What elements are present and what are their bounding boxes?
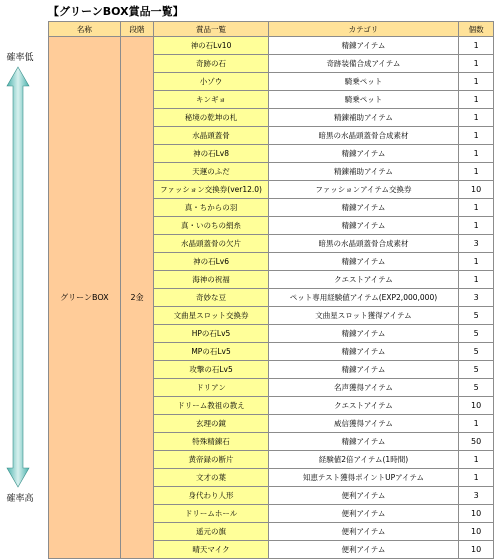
category-cell: クエストアイテム (268, 397, 459, 415)
category-cell: 暗黒の水晶頭蓋骨合成素材 (268, 127, 459, 145)
qty-cell: 1 (459, 127, 494, 145)
category-cell: 知恵テスト獲得ポイントUPアイテム (268, 469, 459, 487)
qty-cell: 1 (459, 451, 494, 469)
qty-cell: 1 (459, 217, 494, 235)
category-cell: 便利アイテム (268, 541, 459, 559)
item-cell: 秘境の乾坤の札 (154, 109, 268, 127)
item-cell: 真・いのちの絹糸 (154, 217, 268, 235)
item-cell: 天運のふだ (154, 163, 268, 181)
qty-cell: 1 (459, 469, 494, 487)
item-cell: ドリアン (154, 379, 268, 397)
qty-cell: 1 (459, 199, 494, 217)
category-cell: 精錬アイテム (268, 199, 459, 217)
item-cell: 晴天マイク (154, 541, 268, 559)
qty-cell: 10 (459, 181, 494, 199)
item-cell: キンギョ (154, 91, 268, 109)
category-cell: 便利アイテム (268, 487, 459, 505)
item-cell: 奇妙な豆 (154, 289, 268, 307)
qty-cell: 1 (459, 73, 494, 91)
qty-cell: 1 (459, 91, 494, 109)
qty-cell: 1 (459, 163, 494, 181)
category-cell: 精錬アイテム (268, 361, 459, 379)
category-cell: 精錬アイテム (268, 217, 459, 235)
qty-cell: 10 (459, 541, 494, 559)
box-name-cell: グリーンBOX (49, 37, 121, 559)
item-cell: 文曲星スロット交換券 (154, 307, 268, 325)
qty-cell: 1 (459, 271, 494, 289)
category-cell: 精錬補助アイテム (268, 109, 459, 127)
header-qty: 個数 (459, 22, 494, 37)
item-cell: 身代わり人形 (154, 487, 268, 505)
header-name: 名称 (49, 22, 121, 37)
probability-low-label: 確率低 (6, 53, 34, 63)
page-title: 【グリーンBOX賞品一覧】 (48, 5, 184, 18)
qty-cell: 5 (459, 343, 494, 361)
category-cell: 騎乗ペット (268, 73, 459, 91)
category-cell: 経験値2倍アイテム(1時間) (268, 451, 459, 469)
item-cell: 攻撃の石Lv5 (154, 361, 268, 379)
category-cell: 精錬アイテム (268, 325, 459, 343)
item-cell: 玄理の鏡 (154, 415, 268, 433)
header-item: 賞品一覧 (154, 22, 268, 37)
item-cell: 特殊精錬石 (154, 433, 268, 451)
table-header-row (49, 22, 494, 37)
category-cell: 奇跡装備合成アイテム (268, 55, 459, 73)
item-cell: 海神の祝福 (154, 271, 268, 289)
category-cell: 精錬アイテム (268, 253, 459, 271)
qty-cell: 3 (459, 487, 494, 505)
item-cell: 真・ちからの羽 (154, 199, 268, 217)
item-cell: MPの石Lv5 (154, 343, 268, 361)
qty-cell: 5 (459, 361, 494, 379)
qty-cell: 50 (459, 433, 494, 451)
prize-table (48, 21, 494, 559)
item-cell: HPの石Lv5 (154, 325, 268, 343)
qty-cell: 5 (459, 379, 494, 397)
qty-cell: 5 (459, 307, 494, 325)
category-cell: 精錬補助アイテム (268, 163, 459, 181)
category-cell: 精錬アイテム (268, 37, 459, 55)
item-cell: 神の石Lv10 (154, 37, 268, 55)
item-cell: 文才の葉 (154, 469, 268, 487)
item-cell: 小ゾウ (154, 73, 268, 91)
probability-high-label: 確率高 (6, 494, 34, 504)
category-cell: クエストアイテム (268, 271, 459, 289)
category-cell: 名声獲得アイテム (268, 379, 459, 397)
category-cell: 威信獲得アイテム (268, 415, 459, 433)
qty-cell: 1 (459, 37, 494, 55)
item-cell: ドリームホール (154, 505, 268, 523)
category-cell: 便利アイテム (268, 505, 459, 523)
item-cell: 神の石Lv6 (154, 253, 268, 271)
qty-cell: 1 (459, 253, 494, 271)
box-tier-cell: 2金 (120, 37, 154, 559)
qty-cell: 5 (459, 325, 494, 343)
category-cell: 便利アイテム (268, 523, 459, 541)
table-row (49, 37, 494, 55)
item-cell: 水晶頭蓋骨 (154, 127, 268, 145)
category-cell: ペット専用経験値アイテム(EXP2,000,000) (268, 289, 459, 307)
qty-cell: 10 (459, 397, 494, 415)
qty-cell: 10 (459, 505, 494, 523)
item-cell: ファッション交換券(ver12.0) (154, 181, 268, 199)
qty-cell: 1 (459, 415, 494, 433)
qty-cell: 1 (459, 145, 494, 163)
probability-arrow-icon (6, 66, 30, 488)
category-cell: 精錬アイテム (268, 433, 459, 451)
category-cell: 精錬アイテム (268, 343, 459, 361)
qty-cell: 3 (459, 289, 494, 307)
item-cell: 遥元の旗 (154, 523, 268, 541)
item-cell: 水晶頭蓋骨の欠片 (154, 235, 268, 253)
header-category: カテゴリ (268, 22, 459, 37)
qty-cell: 1 (459, 55, 494, 73)
qty-cell: 10 (459, 523, 494, 541)
category-cell: ファッションアイテム交換券 (268, 181, 459, 199)
item-cell: ドリーム教祖の教え (154, 397, 268, 415)
qty-cell: 3 (459, 235, 494, 253)
category-cell: 文曲星スロット獲得アイテム (268, 307, 459, 325)
qty-cell: 1 (459, 109, 494, 127)
item-cell: 奇跡の石 (154, 55, 268, 73)
category-cell: 暗黒の水晶頭蓋骨合成素材 (268, 235, 459, 253)
item-cell: 黄帝録の断片 (154, 451, 268, 469)
category-cell: 精錬アイテム (268, 145, 459, 163)
category-cell: 騎乗ペット (268, 91, 459, 109)
item-cell: 神の石Lv8 (154, 145, 268, 163)
header-tier: 段階 (120, 22, 154, 37)
